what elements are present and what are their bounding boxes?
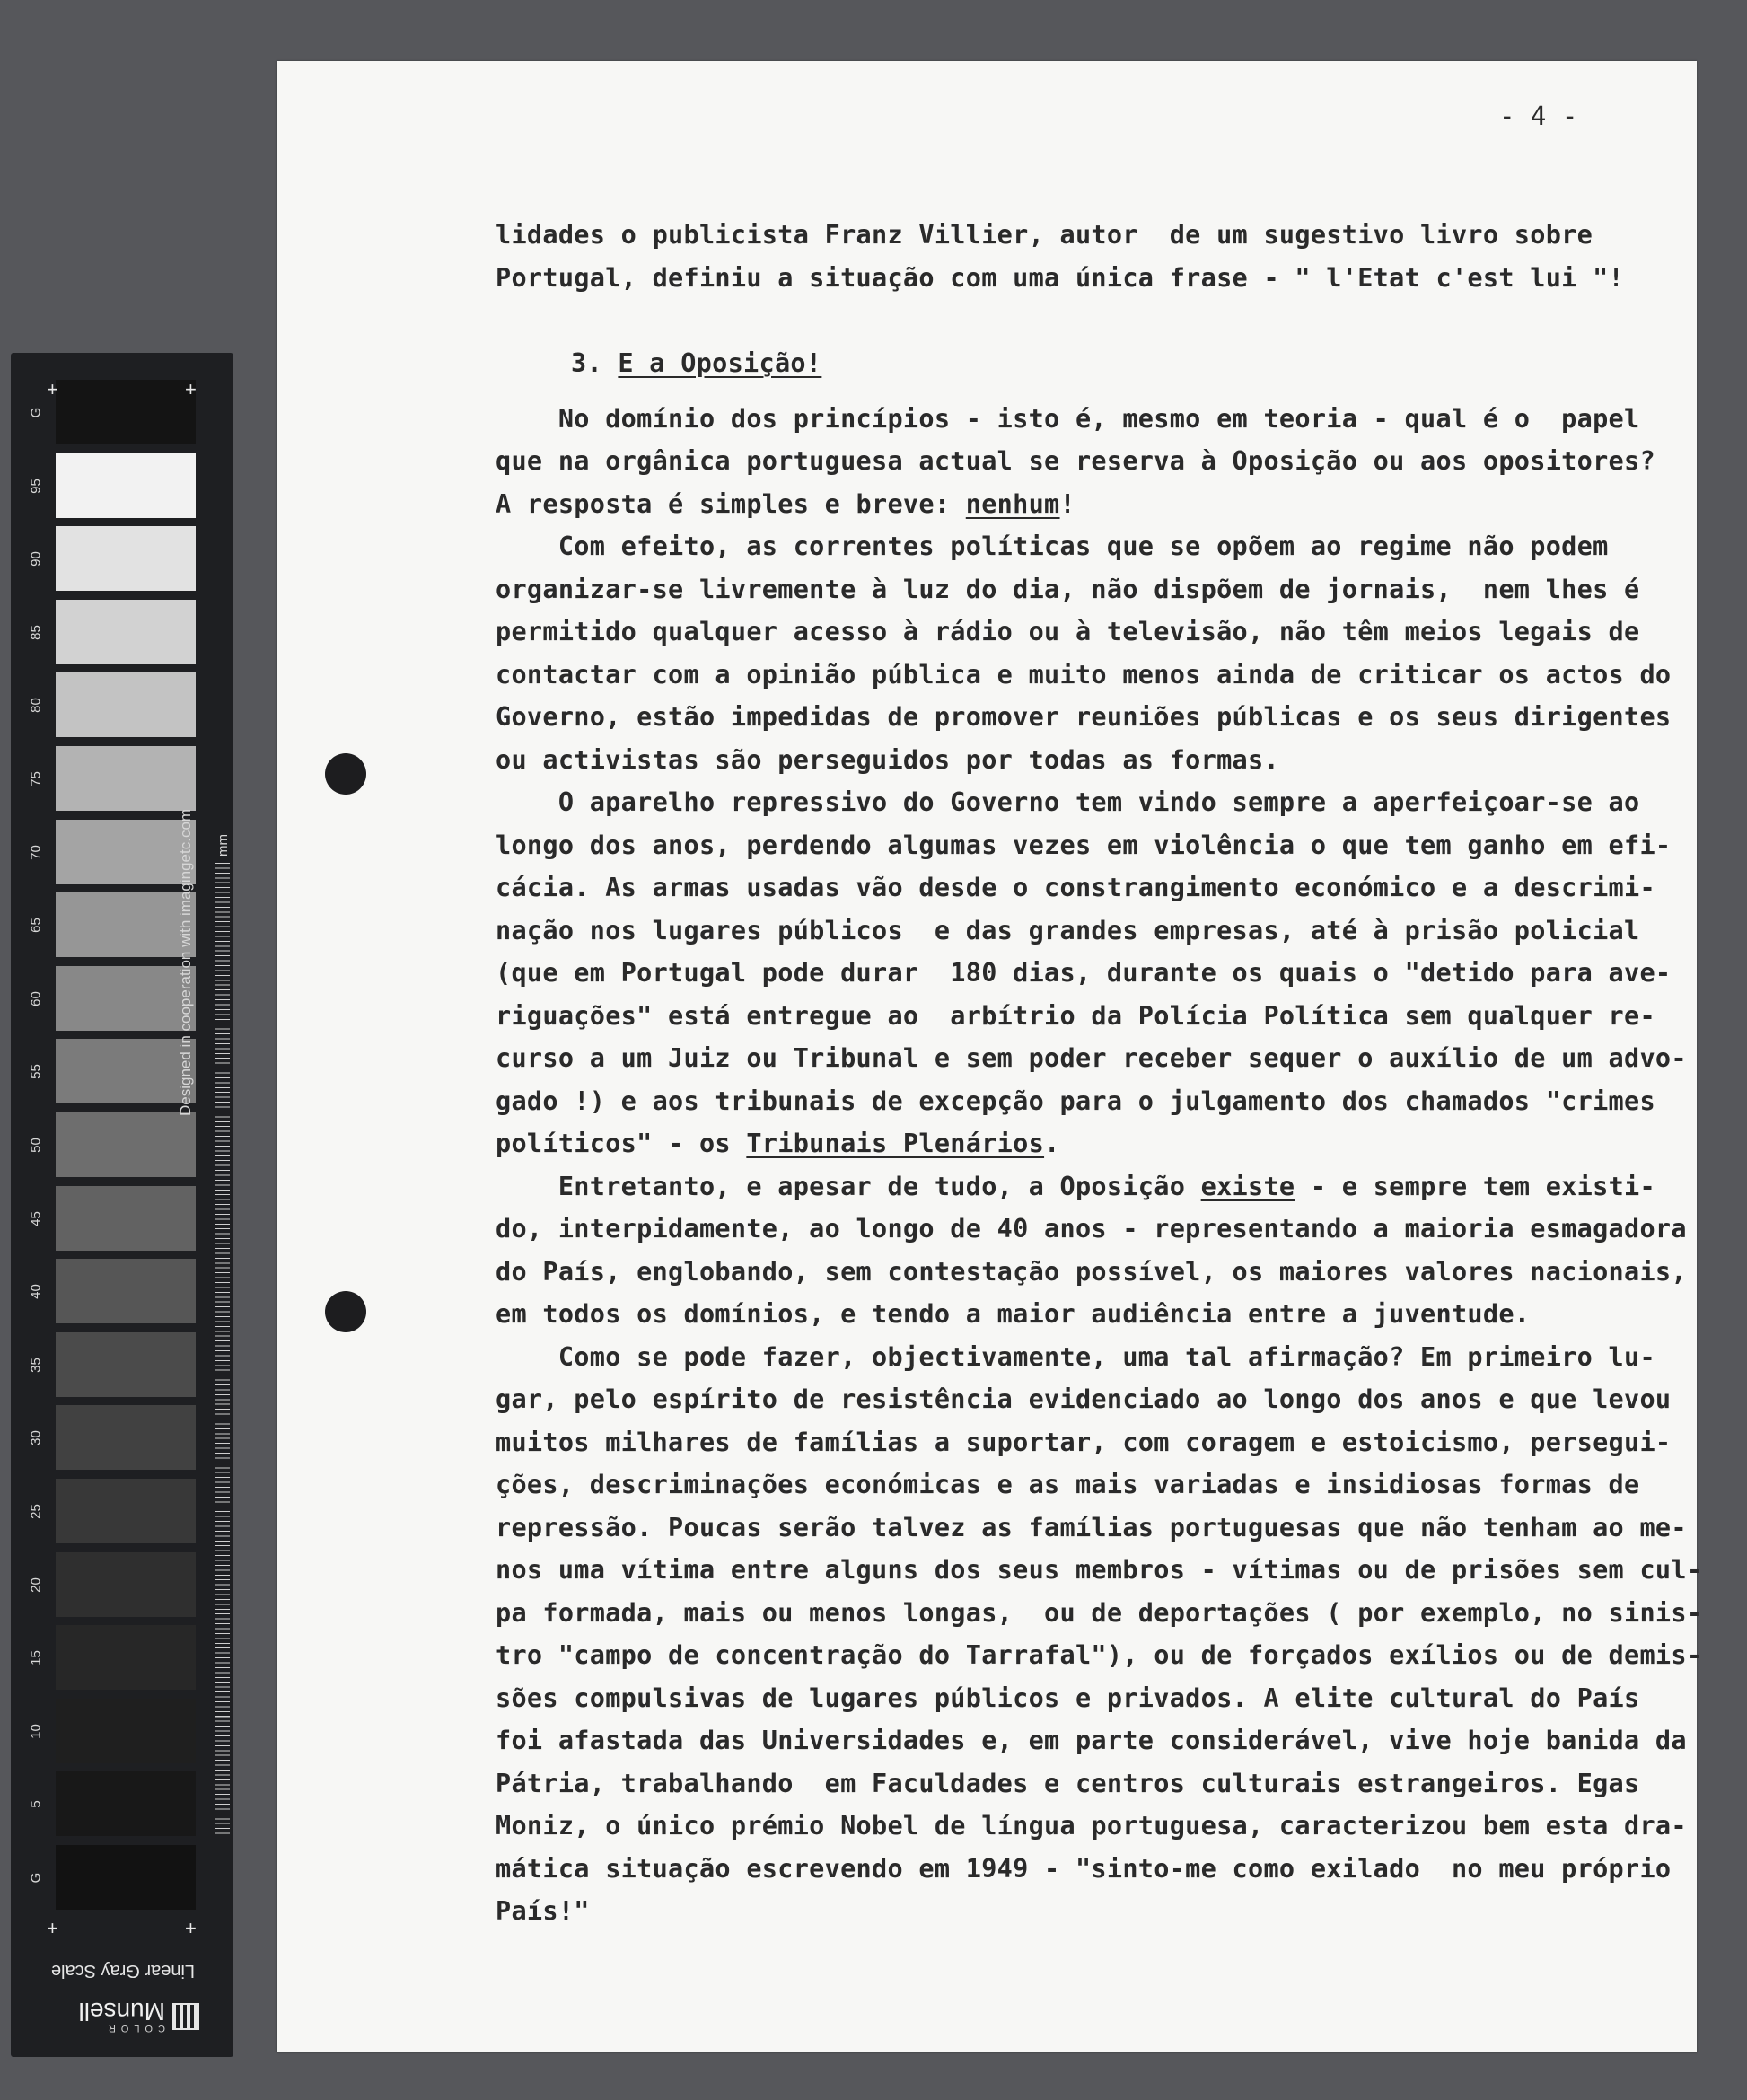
gray-patch	[56, 746, 196, 811]
text-line: riguações" está entregue ao arbítrio da Polícia Política sem qualquer re-	[496, 1000, 1655, 1031]
text-line: mática situação escrevendo em 1949 - "sinto-me como exilado no meu próprio	[496, 1853, 1672, 1884]
section-heading	[571, 342, 1699, 385]
text-line: longo dos anos, perdendo algumas vezes em violência o que tem ganho em efi-	[496, 830, 1672, 860]
document-page	[277, 61, 1703, 2052]
paragraph-2	[496, 525, 1699, 781]
paragraph-5	[496, 1336, 1703, 1933]
text-line: gado !) e aos tribunais de excepção para o julgamento dos chamados "crimes	[496, 1085, 1655, 1116]
gray-patch	[56, 820, 196, 884]
munsell-logo-icon	[172, 2003, 199, 2030]
gray-patch	[56, 672, 196, 737]
text-line: País!"	[496, 1896, 590, 1926]
gray-tick-label: 45	[28, 1210, 44, 1226]
underlined-phrase: Tribunais Plenários	[746, 1129, 1045, 1158]
text-line: Governo, estão impedidas de promover reuniões públicas e os seus dirigentes	[496, 702, 1672, 732]
text-line: pa formada, mais ou menos longas, ou de deportações ( por exemplo, no sinis-	[496, 1597, 1703, 1628]
gray-patch	[56, 1405, 196, 1470]
gray-patch	[56, 380, 196, 444]
gray-scale-card: G 95 90 85 80 75 70 65 60 55 50 45 40 35 30 25 20 15 10 5 G + + + + Designed in cooperation with imagingetc.com mm Linear Gray Scale COLOR Munsell	[11, 353, 233, 2057]
gray-patch	[56, 1552, 196, 1617]
gray-scale-tick-labels	[11, 353, 57, 2057]
text-line: muitos milhares de famílias a suportar, com coragem e estoicismo, persegui-	[496, 1427, 1672, 1457]
text-line: (que em Portugal pode durar 180 dias, durante os quais o "detido para ave-	[496, 958, 1672, 988]
text-line: Pátria, trabalhando em Faculdades e centros culturais estrangeiros. Egas	[496, 1768, 1640, 1798]
text-line: O aparelho repressivo do Governo tem vindo sempre a aperfeiçoar-se ao	[496, 787, 1640, 817]
document-body	[496, 214, 1703, 1933]
gray-tick-label: 30	[28, 1430, 44, 1446]
gray-tick-label: 75	[28, 771, 44, 786]
gray-patch	[56, 600, 196, 664]
gray-tick-label: 5	[28, 1800, 44, 1809]
paragraph-4	[496, 1165, 1699, 1336]
page-number: - 4 -	[1499, 101, 1578, 131]
text-line: permitido qualquer acesso à rádio ou à televisão, não têm meios legais de	[496, 617, 1640, 646]
text-line: Entretanto, e apesar de tudo, a Oposição existe - e sempre tem existi-	[496, 1171, 1655, 1201]
gray-tick-label: 35	[28, 1357, 44, 1373]
text-line: repressão. Poucas serão talvez as famílias portuguesas que não tenham ao me-	[496, 1512, 1687, 1542]
gray-patch	[56, 892, 196, 957]
text-line: organizar-se livremente à luz do dia, não dispõem de jornais, nem lhes é	[496, 574, 1640, 604]
text-line: Como se pode fazer, objectivamente, uma tal afirmação? Em primeiro lu-	[496, 1341, 1655, 1372]
gray-tick-label: 55	[28, 1064, 44, 1080]
gray-patch	[56, 1845, 196, 1910]
plus-mark: +	[185, 378, 197, 400]
gray-tick-label: 20	[28, 1577, 44, 1593]
text-line: cácia. As armas usadas vão desde o constrangimento económico e a descrimi-	[496, 873, 1655, 902]
text-line: curso a um Juiz ou Tribunal e sem poder receber sequer o auxílio de um advo-	[496, 1043, 1687, 1073]
text-line: foi afastada das Universidades e, em parte considerável, vive hoje banida da	[496, 1726, 1687, 1755]
gray-patch	[56, 1771, 196, 1836]
underlined-word: nenhum	[965, 488, 1060, 519]
gray-tick-label: 60	[28, 990, 44, 1006]
punch-hole	[325, 1291, 366, 1332]
paragraph-3	[496, 781, 1699, 1165]
text-line: em todos os domínios, e tendo a maior audiência entre a juventude.	[496, 1299, 1531, 1329]
gray-patch	[56, 1039, 196, 1103]
text-line: gar, pelo espírito de resistência evidenciado ao longo dos anos e que levou	[496, 1384, 1672, 1414]
text-line: sões compulsivas de lugares públicos e privados. A elite cultural do País	[496, 1683, 1640, 1713]
text-line: políticos" - os Tribunais Plenários.	[496, 1129, 1060, 1158]
text-line: contactar com a opinião pública e muito menos ainda de criticar os actos do	[496, 659, 1672, 690]
gray-patch	[56, 1332, 196, 1397]
plus-mark: +	[47, 378, 58, 400]
gray-tick-label: 95	[28, 478, 44, 494]
paragraph-continued	[496, 214, 1699, 299]
brand-sub: COLOR	[102, 2023, 165, 2034]
gray-patch	[56, 1479, 196, 1543]
text-line: lidades o publicista Franz Villier, autor de um sugestivo livro sobre	[496, 220, 1593, 250]
unit-label: mm	[215, 834, 231, 857]
gray-tick-label: G	[28, 1872, 44, 1884]
gray-tick-label: 15	[28, 1650, 44, 1666]
mm-ruler	[215, 863, 230, 1838]
gray-tick-label: 25	[28, 1504, 44, 1519]
gray-patch	[56, 1112, 196, 1177]
text-line: nação nos lugares públicos e das grandes empresas, até à prisão policial	[496, 915, 1640, 945]
text-line: Com efeito, as correntes políticas que se opõem ao regime não podem	[496, 532, 1609, 561]
plus-mark: +	[47, 1917, 58, 1939]
text-line: do País, englobando, sem contestação possível, os maiores valores nacionais,	[496, 1256, 1687, 1287]
plus-mark: +	[185, 1917, 197, 1939]
text-line: Moniz, o único prémio Nobel de língua portuguesa, caracterizou bem esta dra-	[496, 1811, 1687, 1841]
gray-tick-label: 50	[28, 1138, 44, 1153]
text-line: nos uma vítima entre alguns dos seus membros - vítimas ou de prisões sem cul-	[496, 1555, 1703, 1585]
gray-patch	[56, 526, 196, 591]
text-line: No domínio dos princípios - isto é, mesmo em teoria - qual é o papel	[496, 403, 1640, 434]
underlined-word: existe	[1200, 1171, 1295, 1201]
gray-patch	[56, 1625, 196, 1690]
gray-patch	[56, 1259, 196, 1323]
text-line: do, interpidamente, ao longo de 40 anos - representando a maioria esmagadora	[496, 1214, 1687, 1243]
heading-text: E a Oposição!	[618, 348, 822, 378]
text-line: Portugal, definiu a situação com uma única frase - " l'Etat c'est lui "!	[496, 262, 1625, 293]
scale-caption: Linear Gray Scale	[50, 1961, 196, 1981]
gray-tick-label: 10	[28, 1723, 44, 1739]
gray-tick-label: 70	[28, 844, 44, 860]
gray-patch	[56, 1699, 196, 1763]
gray-tick-label: 80	[28, 698, 44, 714]
text-line: ou activistas são perseguidos por todas as formas.	[496, 744, 1279, 775]
punch-hole	[325, 753, 366, 795]
gray-tick-label: 85	[28, 624, 44, 640]
gray-tick-label: G	[28, 407, 44, 418]
brand-name: Munsell	[78, 1998, 165, 2025]
gray-tick-label: 40	[28, 1284, 44, 1300]
gray-patch	[56, 966, 196, 1031]
gray-tick-label: 65	[28, 918, 44, 934]
text-line: A resposta é simples e breve: nenhum!	[496, 488, 1075, 519]
text-line: tro "campo de concentração do Tarrafal"), ou de forçados exílios ou de demis-	[496, 1640, 1703, 1670]
heading-number: 3.	[571, 348, 619, 378]
text-line: que na orgânica portuguesa actual se reserva à Oposição ou aos opositores?	[496, 446, 1655, 476]
gray-tick-label: 90	[28, 551, 44, 567]
gray-patch	[56, 453, 196, 518]
munsell-logo	[65, 1996, 199, 2037]
gray-patch	[56, 1186, 196, 1251]
text-line: ções, descriminações económicas e as mais variadas e insidiosas formas de	[496, 1470, 1640, 1499]
paragraph-1	[496, 398, 1699, 526]
